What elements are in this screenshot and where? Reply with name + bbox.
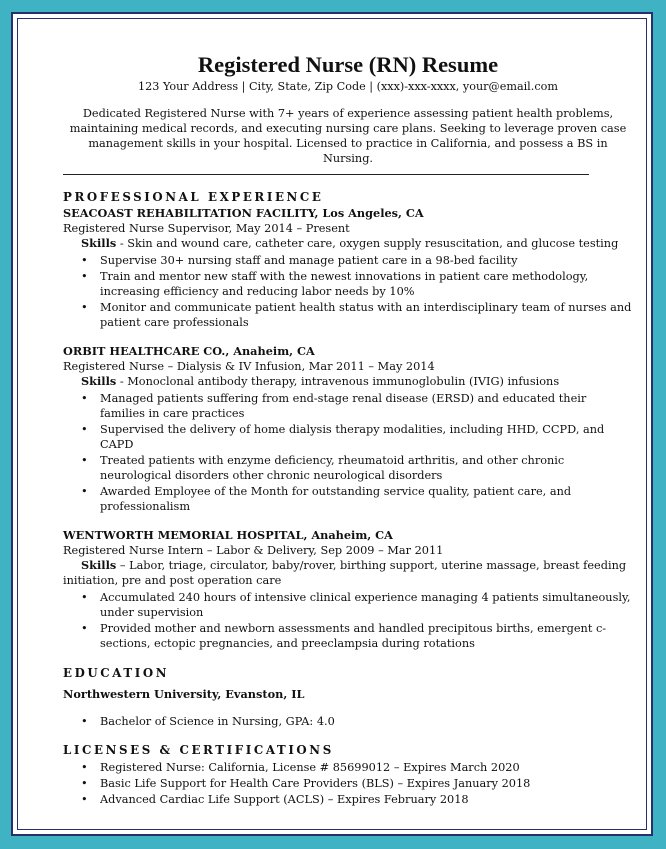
bullet-text: Supervised the delivery of home dialysis therapy modalities, including HHD, CCPD, and CAPD [100, 423, 605, 451]
contact-line: 123 Your Address | City, State, Zip Code | (xxx)-xxx-xxxx, your@email.com [138, 80, 558, 93]
bullet-text: Registered Nurse: California, License # 85699012 – Expires March 2020 [100, 761, 520, 774]
skills-label: Skills [81, 374, 117, 388]
job-bullets [63, 590, 633, 651]
bullet-icon: • [81, 761, 88, 774]
bullet-text: Train and mentor new staff with the newest innovations in patient care methodology, increasing efficiency and reducing labor needs by 10% [100, 270, 589, 298]
resume-title: Registered Nurse (RN) Resume [197, 52, 499, 77]
bullet-item [63, 453, 633, 483]
bullet-icon: • [81, 591, 88, 604]
employer-name: SEACOAST REHABILITATION FACILITY, Los Angeles, CA [63, 206, 424, 220]
education-bullets [63, 714, 633, 729]
bullet-icon: • [81, 423, 88, 436]
bullet-item [63, 590, 633, 620]
job-entry [63, 206, 633, 330]
skills-text: - Monoclonal antibody therapy, intravenous immunoglobulin (IVIG) infusions [116, 375, 560, 388]
bullet-item [63, 792, 633, 807]
job-entry [63, 344, 633, 514]
experience-heading: PROFESSIONAL EXPERIENCE [63, 190, 324, 204]
job-bullets [63, 253, 633, 330]
bullet-item [63, 253, 633, 268]
skills-line [63, 374, 633, 389]
bullet-text: Advanced Cardiac Life Support (ACLS) – Expires February 2018 [100, 793, 469, 806]
licenses-heading: LICENSES & CERTIFICATIONS [63, 743, 334, 757]
bullet-text: Managed patients suffering from end-stage renal disease (ERSD) and educated their families in care practices [100, 392, 587, 420]
school-name: Northwestern University, Evanston, IL [63, 687, 305, 701]
license-bullets [63, 760, 633, 807]
bullet-text: Provided mother and newborn assessments and handled precipitous births, emergent c-sections, ectopic pregnancies, and preeclampsia during rotations [100, 622, 607, 650]
skills-line [63, 236, 633, 251]
employer-name: WENTWORTH MEMORIAL HOSPITAL, Anaheim, CA [63, 528, 393, 542]
bullet-icon: • [81, 454, 88, 467]
bullet-text: Supervise 30+ nursing staff and manage patient care in a 98-bed facility [100, 254, 518, 267]
bullet-icon: • [81, 392, 88, 405]
bullet-text: Treated patients with enzyme deficiency, rheumatoid arthritis, and other chronic neurological disorders other chronic neurological disorders [100, 454, 565, 482]
skills-text: – Labor, triage, circulator, baby/rover, birthing support, uterine massage, breast feeding initiation, pre and post operation care [63, 559, 627, 587]
bullet-text: Awarded Employee of the Month for outstanding service quality, patient care, and professionalism [100, 485, 572, 513]
resume-frame [11, 12, 653, 836]
job-bullets [63, 391, 633, 514]
bullet-icon: • [81, 270, 88, 283]
bullet-item [63, 621, 633, 651]
bullet-item [63, 714, 633, 729]
skills-text: - Skin and wound care, catheter care, oxygen supply resuscitation, and glucose testing [116, 237, 619, 250]
skills-label: Skills [81, 236, 117, 250]
bullet-text: Basic Life Support for Health Care Providers (BLS) – Expires January 2018 [100, 777, 531, 790]
skills-label: Skills [81, 558, 117, 572]
job-role: Registered Nurse Intern – Labor & Delivery, Sep 2009 – Mar 2011 [63, 544, 444, 557]
bullet-item [63, 422, 633, 452]
job-role: Registered Nurse Supervisor, May 2014 – Present [63, 222, 350, 235]
bullet-item [63, 300, 633, 330]
education-heading: EDUCATION [63, 666, 170, 680]
divider [63, 174, 589, 175]
job-role: Registered Nurse – Dialysis & IV Infusion, Mar 2011 – May 2014 [63, 360, 435, 373]
bullet-text: Monitor and communicate patient health status with an interdisciplinary team of nurses and patient care professionals [100, 301, 632, 329]
employer-name: ORBIT HEALTHCARE CO., Anaheim, CA [63, 344, 315, 358]
bullet-item [63, 269, 633, 299]
bullet-item [63, 760, 633, 775]
bullet-item [63, 776, 633, 791]
bullet-icon: • [81, 301, 88, 314]
skills-line [63, 558, 633, 588]
bullet-icon: • [81, 777, 88, 790]
bullet-text: Bachelor of Science in Nursing, GPA: 4.0 [100, 715, 335, 728]
bullet-text: Accumulated 240 hours of intensive clinical experience managing 4 patients simultaneously, under supervision [100, 591, 631, 619]
bullet-icon: • [81, 793, 88, 806]
bullet-icon: • [81, 254, 88, 267]
bullet-icon: • [81, 485, 88, 498]
bullet-icon: • [81, 715, 88, 728]
bullet-item [63, 391, 633, 421]
summary-paragraph: Dedicated Registered Nurse with 7+ years of experience assessing patient health problems, maintaining medical records, and executing nursing care plans. Seeking to leverage proven case management skills in your hospital. Licensed to practice in California, and possess a BS in Nursing. [69, 107, 627, 165]
job-entry [63, 528, 633, 651]
bullet-item [63, 484, 633, 514]
bullet-icon: • [81, 622, 88, 635]
resume-page [63, 52, 633, 808]
